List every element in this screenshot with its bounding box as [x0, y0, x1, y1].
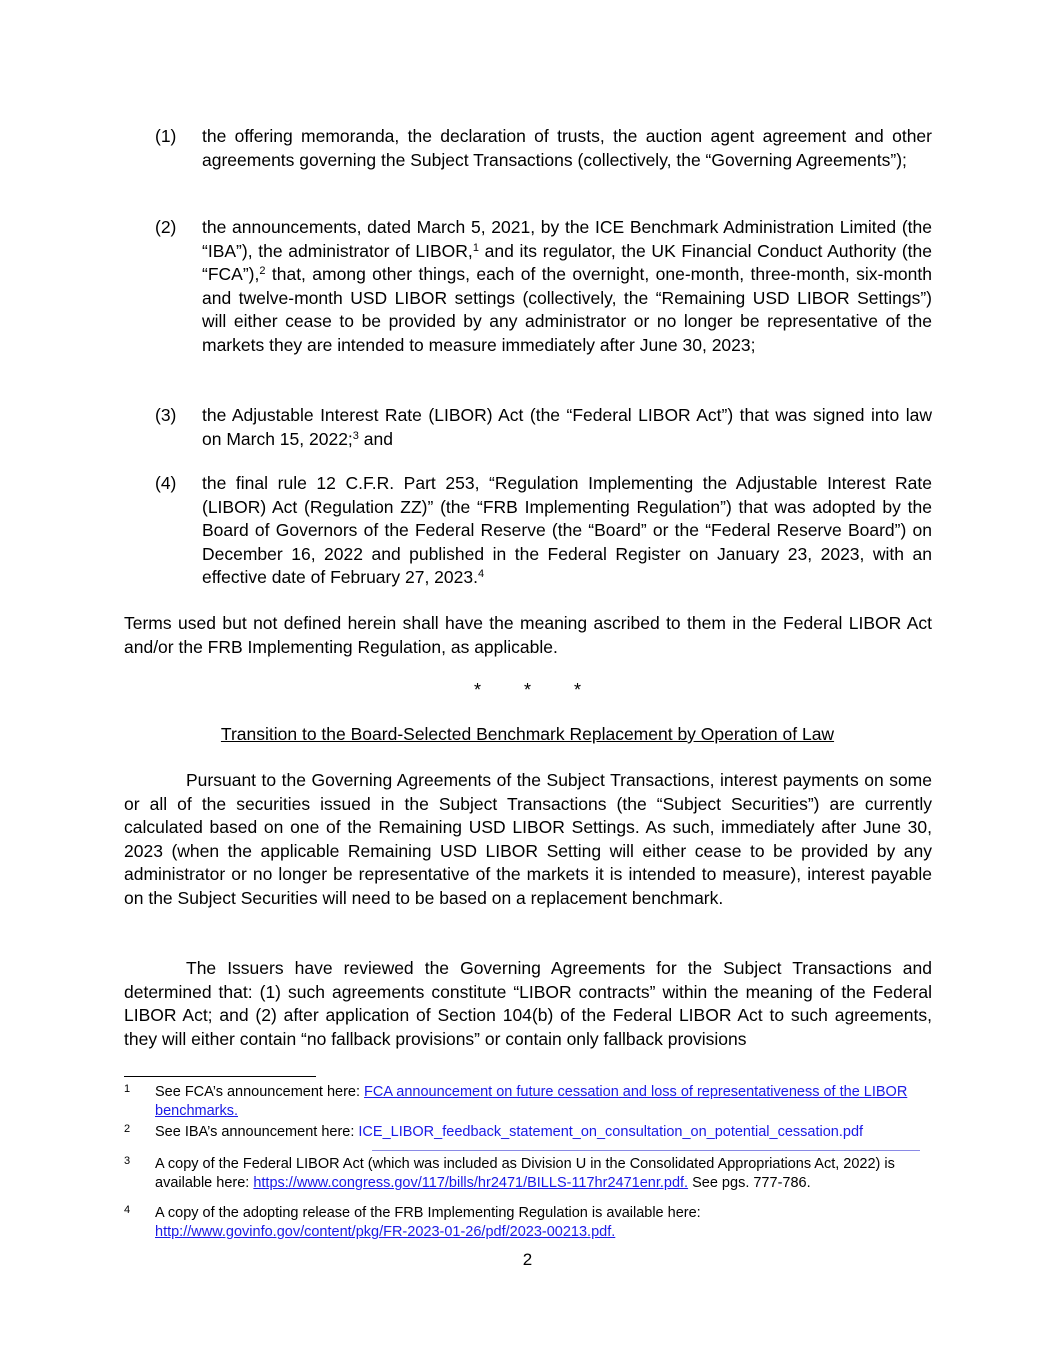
list-item-number: (3) — [155, 405, 177, 425]
footnote-number: 1 — [124, 1083, 131, 1095]
list-item-1 — [155, 125, 932, 172]
footnote-4 — [124, 1204, 932, 1242]
footnote-2 — [124, 1123, 932, 1142]
list-item-3 — [155, 404, 932, 451]
footnote-number: 2 — [124, 1123, 131, 1135]
link-underline — [372, 1150, 920, 1151]
iba-statement-link[interactable]: ICE_LIBOR_feedback_statement_on_consultation_on_potential_cessation.pdf — [358, 1124, 864, 1140]
list-item-text: the announcements, dated March 5, 2021, by the ICE Benchmark Administration Limited (the “IBA”), the administrator of LIBOR,$^1$ and its regulator, the UK Financial Conduct Authority (the “FCA”),$^2$ that, among other things, each of the overnight, one-month, three-month, six-month and twelve-month USD LIBOR settings (collectively, the “Remaining USD LIBOR Settings”) will either cease to be provided by any administrator or no longer be representative of the markets they are intended to measure immediately after June 30, 2023; — [202, 217, 933, 355]
fca-announcement-link[interactable]: FCA announcement on future cessation and loss of representativeness of the LIBOR benchmarks. — [155, 1084, 908, 1119]
footnote-text: See IBA’s announcement here: — [155, 1124, 359, 1140]
list-item-number: (2) — [155, 217, 177, 237]
page-number: 2 — [522, 1250, 533, 1269]
footnote-1 — [124, 1083, 932, 1121]
list-item-2 — [155, 216, 932, 357]
section-separator: * * * — [473, 680, 582, 700]
footnote-text: A copy of the Federal LIBOR Act (which was included as Division U in the Consolidated Appropriations Act, 2022) is available here: — [155, 1156, 895, 1191]
list-item-text: the offering memoranda, the declaration of trusts, the auction agent agreement and other agreements governing the Subject Transactions (collectively, the “Governing Agreements”); — [202, 126, 932, 170]
body-paragraph-1: Pursuant to the Governing Agreements of the Subject Transactions, interest payments on some or all of the securities issued in the Subject Transactions (the “Subject Securities”) are currently calculated based on one of the Remaining USD LIBOR Settings. As such, immediately after June 30, 2023 (when the applicable Remaining USD LIBOR Setting will either cease to be provided by any administrator or no longer be representative of the markets it is intended to measure), interest payable on the Subject Securities will need to be based on a replacement benchmark. — [124, 770, 932, 908]
list-item-text: the Adjustable Interest Rate (LIBOR) Act (the “Federal LIBOR Act”) that was signed into law on March 15, 2022;$^3$ and — [202, 405, 932, 449]
footnote-3 — [124, 1155, 932, 1193]
section-heading: Transition to the Board-Selected Benchmark Replacement by Operation of Law — [220, 724, 835, 744]
footnote-ref-2[interactable]: 2 — [259, 265, 266, 277]
footnote-number: 4 — [124, 1204, 131, 1216]
footnote-text: A copy of the adopting release of the FRB Implementing Regulation is available here: — [155, 1205, 701, 1221]
footnote-separator — [124, 1076, 316, 1077]
govinfo-regulation-link[interactable]: http://www.govinfo.gov/content/pkg/FR-2023-01-26/pdf/2023-00213.pdf. — [155, 1224, 616, 1240]
footnote-ref-3[interactable]: 3 — [352, 429, 359, 442]
body-paragraph-2: The Issuers have reviewed the Governing Agreements for the Subject Transactions and determined that: (1) such agreements constitute “LIBOR contracts” within the meaning of the Federal LIBOR Act; and (2) after application of Section 104(b) of the Federal LIBOR Act to such agreements, they will either contain “no fallback provisions” or contain only fallback provisions — [124, 958, 932, 1049]
terms-paragraph: Terms used but not defined herein shall have the meaning ascribed to them in the Federal LIBOR Act and/or the FRB Implementing Regulation, as applicable. — [124, 613, 932, 657]
footnote-text: See FCA’s announcement here: — [155, 1084, 365, 1100]
footnote-ref-1[interactable]: 1 — [472, 241, 479, 254]
footnote-suffix: See pgs. 777-786. — [688, 1175, 811, 1191]
list-item-number: (4) — [155, 473, 177, 493]
list-item-number: (1) — [155, 126, 177, 146]
congress-act-link[interactable]: https://www.congress.gov/117/bills/hr2471/BILLS-117hr2471enr.pdf. — [253, 1175, 689, 1191]
footnote-ref-4[interactable]: 4 — [477, 568, 485, 580]
list-item-4 — [155, 472, 932, 590]
footnote-number: 3 — [124, 1155, 131, 1167]
list-item-text: the final rule 12 C.F.R. Part 253, “Regulation Implementing the Adjustable Interest Rate (LIBOR) Act (Regulation ZZ)” (the “FRB Implementing Regulation”) that was adopted by the Board of Governors of the Federal Reserve (the “Board” or the “Federal Reserve Board”) on December 16, 2022 and published in the Federal Register on January 23, 2023, with an effective date of February 27, 2023.$^4$ — [202, 473, 932, 587]
